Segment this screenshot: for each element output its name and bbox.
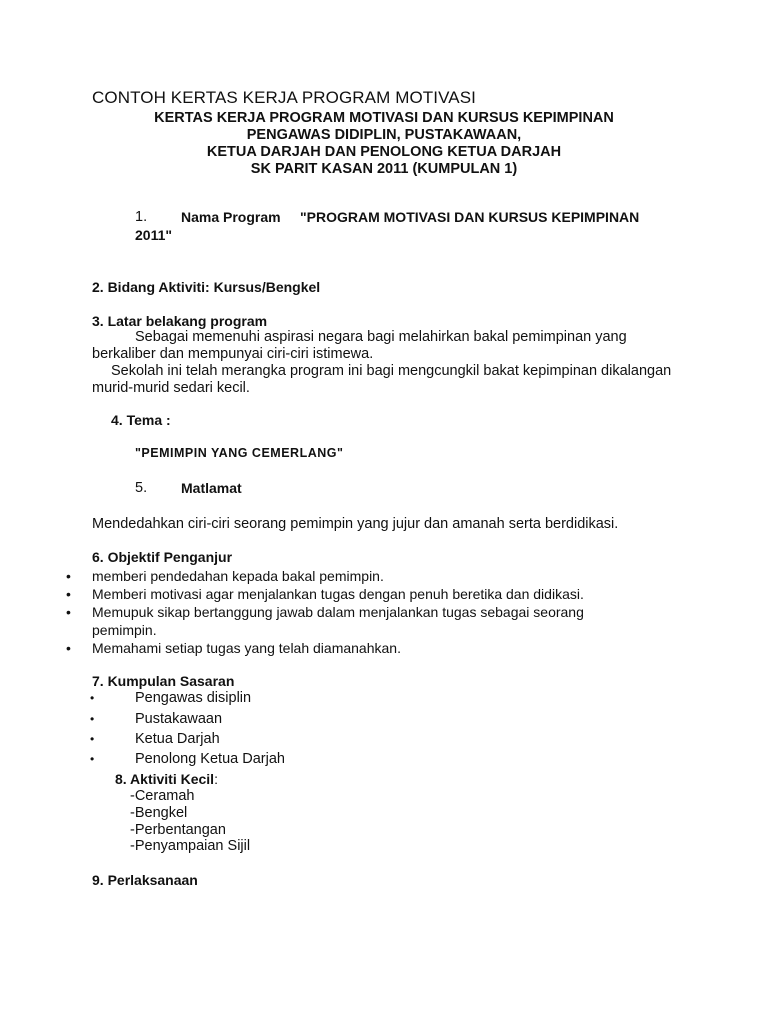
header-line-1: KERTAS KERJA PROGRAM MOTIVASI DAN KURSUS KEPIMPINAN (154, 110, 614, 126)
bullet-icon: • (90, 691, 95, 705)
target-group-item: Pengawas disiplin (135, 690, 252, 706)
bullet-icon: • (66, 604, 71, 620)
section-8-heading-row (115, 771, 218, 787)
section-3-para-1: Sebagai memenuhi aspirasi negara bagi melahirkan bakal pemimpinan yang (135, 329, 627, 345)
section-5-number: 5. (135, 480, 148, 496)
section-8-colon: : (214, 771, 218, 787)
objective-item: Memberi motivasi agar menjalankan tugas dengan penuh beretika dan didikasi. (92, 586, 584, 602)
bullet-icon: • (66, 568, 71, 584)
section-5-label: Matlamat (181, 480, 242, 496)
objective-item: Memahami setiap tugas yang telah diamanahkan. (92, 640, 401, 656)
activity-item: -Perbentangan (130, 822, 226, 838)
bullet-icon: • (90, 752, 95, 766)
section-6-heading: 6. Objektif Penganjur (92, 549, 233, 565)
bullet-icon: • (90, 732, 95, 746)
bullet-icon: • (66, 586, 71, 602)
section-3-para-2-cont: murid-murid sedari kecil. (92, 380, 250, 396)
section-9-heading: 9. Perlaksanaan (92, 872, 198, 888)
section-1-label: Nama Program (181, 209, 281, 225)
objective-item: memberi pendedahan kepada bakal pemimpin. (92, 568, 384, 584)
header-line-4: SK PARIT KASAN 2011 (KUMPULAN 1) (250, 161, 518, 177)
bullet-icon: • (66, 640, 71, 656)
section-1-value-cont: 2011" (135, 227, 173, 243)
section-1-value: "PROGRAM MOTIVASI DAN KURSUS KEPIMPINAN (300, 209, 640, 225)
section-5-text: Mendedahkan ciri-ciri seorang pemimpin yang jujur dan amanah serta berdidikasi. (92, 516, 619, 532)
activity-item: -Ceramah (130, 788, 195, 804)
objective-item: Memupuk sikap bertanggung jawab dalam menjalankan tugas sebagai seorang (92, 604, 584, 620)
bullet-icon: • (90, 712, 95, 726)
section-3-para-1-cont: berkaliber dan mempunyai ciri-ciri istimewa. (92, 346, 374, 362)
section-4-heading: 4. Tema : (111, 412, 171, 428)
target-group-item: Pustakawaan (135, 711, 223, 727)
section-3-para-2: Sekolah ini telah merangka program ini bagi mengcungkil bakat kepimpinan dikalangan (111, 363, 672, 379)
section-2-heading: 2. Bidang Aktiviti: Kursus/Bengkel (92, 279, 321, 295)
activity-item: -Penyampaian Sijil (130, 838, 251, 854)
section-4-theme: "PEMIMPIN YANG CEMERLANG" (135, 446, 344, 460)
target-group-item: Penolong Ketua Darjah (135, 751, 285, 767)
document-title: CONTOH KERTAS KERJA PROGRAM MOTIVASI (92, 88, 476, 107)
objective-item-cont: pemimpin. (92, 622, 157, 638)
section-8-heading: 8. Aktiviti Kecil (115, 771, 215, 787)
section-1-number: 1. (135, 209, 148, 225)
header-line-2: PENGAWAS DIDIPLIN, PUSTAKAWAAN, (246, 127, 522, 143)
activity-item: -Bengkel (130, 805, 188, 821)
target-group-item: Ketua Darjah (135, 731, 220, 747)
header-line-3: KETUA DARJAH DAN PENOLONG KETUA DARJAH (206, 144, 562, 160)
section-3-heading: 3. Latar belakang program (92, 313, 268, 329)
section-7-heading: 7. Kumpulan Sasaran (92, 673, 235, 689)
